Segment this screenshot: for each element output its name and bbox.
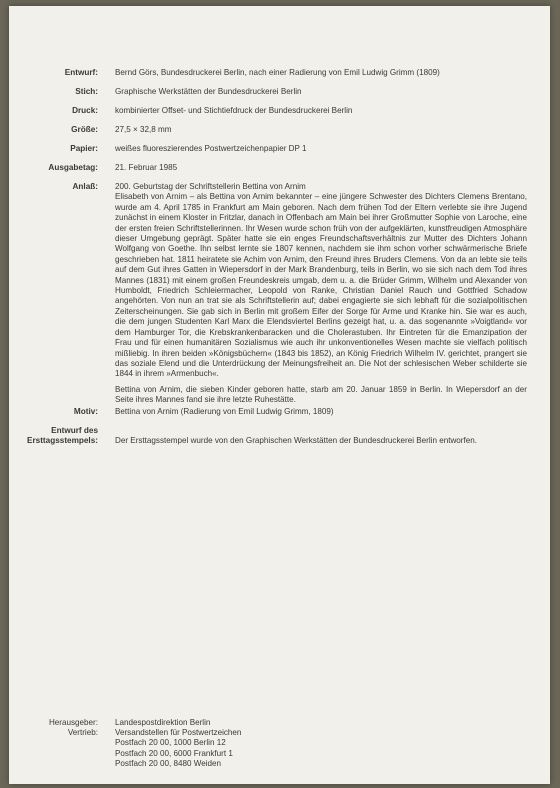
stich-label: Stich: — [75, 87, 98, 96]
motiv-value: Bettina von Arnim (Radierung von Emil Ludwig Grimm, 1809) — [115, 407, 334, 416]
druck-label: Druck: — [72, 106, 98, 115]
druck-value: kombinierter Offset- und Stichtiefdruck der Bundesdruckerei Berlin — [115, 106, 353, 115]
stempel-value: Der Ersttagsstempel wurde von den Graphischen Werkstätten der Bundesdruckerei Berlin entworfen. — [115, 436, 478, 446]
groesse-label: Größe: — [71, 125, 98, 134]
stempel-label-line-2: Ersttagsstempels: — [27, 436, 98, 446]
anlass-headline: 200. Geburtstag der Schriftstellerin Bettina von Arnim — [115, 182, 306, 191]
groesse-value: 27,5 × 32,8 mm — [115, 125, 172, 134]
entwurf-label: Entwurf: — [64, 68, 98, 77]
vertrieb-line-4: Postfach 20 00, 8480 Weiden — [115, 758, 222, 768]
motiv-label: Motiv: — [73, 407, 98, 416]
ausgabetag-value: 21. Februar 1985 — [115, 163, 178, 172]
papier-value: weißes fluoreszierendes Postwertzeichenpapier DP 1 — [115, 144, 307, 153]
vertrieb-line-3: Postfach 20 00, 6000 Frankfurt 1 — [115, 748, 233, 758]
papier-label: Papier: — [70, 144, 98, 153]
anlass-paragraph-1: Elisabeth von Arnim – als Bettina von Arnim bekannter – eine jüngere Schwester des Dichters Clemens Brentano, wurde am 4. April 1785 in Frankfurt am Main geboren. Nach dem frühen Tod der Eltern verlebte sie ihre Jugend zunächst in einem Kloster in Fritzlar, danach in Offenbach am Main bei ihrer Großmutter Sophie von Laroche, eine der ersten freien Schriftstellerinnen. Ihr Wesen wurde schon früh von der aufgeklärten, kunstfreudigen Atmosphäre dieser Umgebung geprägt. Später hatte sie ein enges Freundschaftsverhältnis zur Mutter des Dichters Johann Wolfgang von Goethe. Ihn selbst lernte sie 1807 kennen, nachdem sie ihm schon vorher schwärmerische Briefe geschrieben hat. 1811 heiratete sie Achim von Arnim, den Freund ihres Bruders Clemens. Von da an lebte sie teils auf dem Gut ihres Gatten in Wiepersdorf in der Mark Brandenburg, teils in Berlin, wo sie sich nach dem Tod ihres Mannes (1831) mit einem großen Freundeskreis umgab, dem u. a. die Brüder Grimm, Wilhelm und Alexander von Humboldt, Friedrich Schleiermacher, Leopold von Ranke, Christian Daniel Rauch und Gottfried Schadow angehörten. Von nun an trat sie als Schriftstellerin auf; dabei engagierte sie sich lebhaft für die sozialpolitischen Zeiterscheinungen. Sie gab sich in Berlin mit großem Eifer der Sorge für Arme und Kranke hin. Sie war es auch, die dem jungen Studenten Karl Marx die Elendsviertel Berlins gezeigt hat, u. a. das sogenannte »Voigtland« vor dem Hamburger Tor, die Krebskrankenbaracken und die Cholerastuben. Ihr Eintreten für die Emanzipation der Frau und für einen humanitären Sozialismus wie auch ihr unkonventionelles Wesen machte sie vielfach politisch mißliebig. In ihren beiden »Königsbüchern« (1843 bis 1852), an König Friedrich Wilhelm IV. gerichtet, prangert sie das soziale Elend und die Unterdrückung der Meinungsfreiheit an. Die Not der schlesischen Weber schilderte sie 1844 in ihrem »Armenbuch«. — [115, 192, 527, 379]
herausgeber-value: Landespostdirektion Berlin — [115, 718, 211, 727]
document-sheet — [9, 6, 550, 784]
vertrieb-line-2: Postfach 20 00, 1000 Berlin 12 — [115, 738, 226, 748]
entwurf-value: Bernd Görs, Bundesdruckerei Berlin, nach einer Radierung von Emil Ludwig Grimm (1809) — [115, 68, 440, 77]
ausgabetag-label: Ausgabetag: — [48, 163, 98, 172]
anlass-value — [115, 182, 527, 411]
anlass-paragraph-2: Bettina von Arnim, die sieben Kinder geboren hatte, starb am 20. Januar 1859 in Berlin. In Wiepersdorf an der Seite ihres Mannes fand sie ihre letzte Ruhestätte. — [115, 384, 527, 405]
vertrieb-line-1: Versandstellen für Postwertzeichen — [115, 728, 242, 738]
anlass-label: Anlaß: — [72, 182, 98, 191]
stich-value: Graphische Werkstätten der Bundesdruckerei Berlin — [115, 87, 302, 96]
stempel-label — [0, 426, 98, 447]
herausgeber-label: Herausgeber: — [48, 718, 98, 727]
stempel-label-line-1: Entwurf des — [51, 426, 98, 435]
vertrieb-label: Vertrieb: — [67, 728, 98, 738]
